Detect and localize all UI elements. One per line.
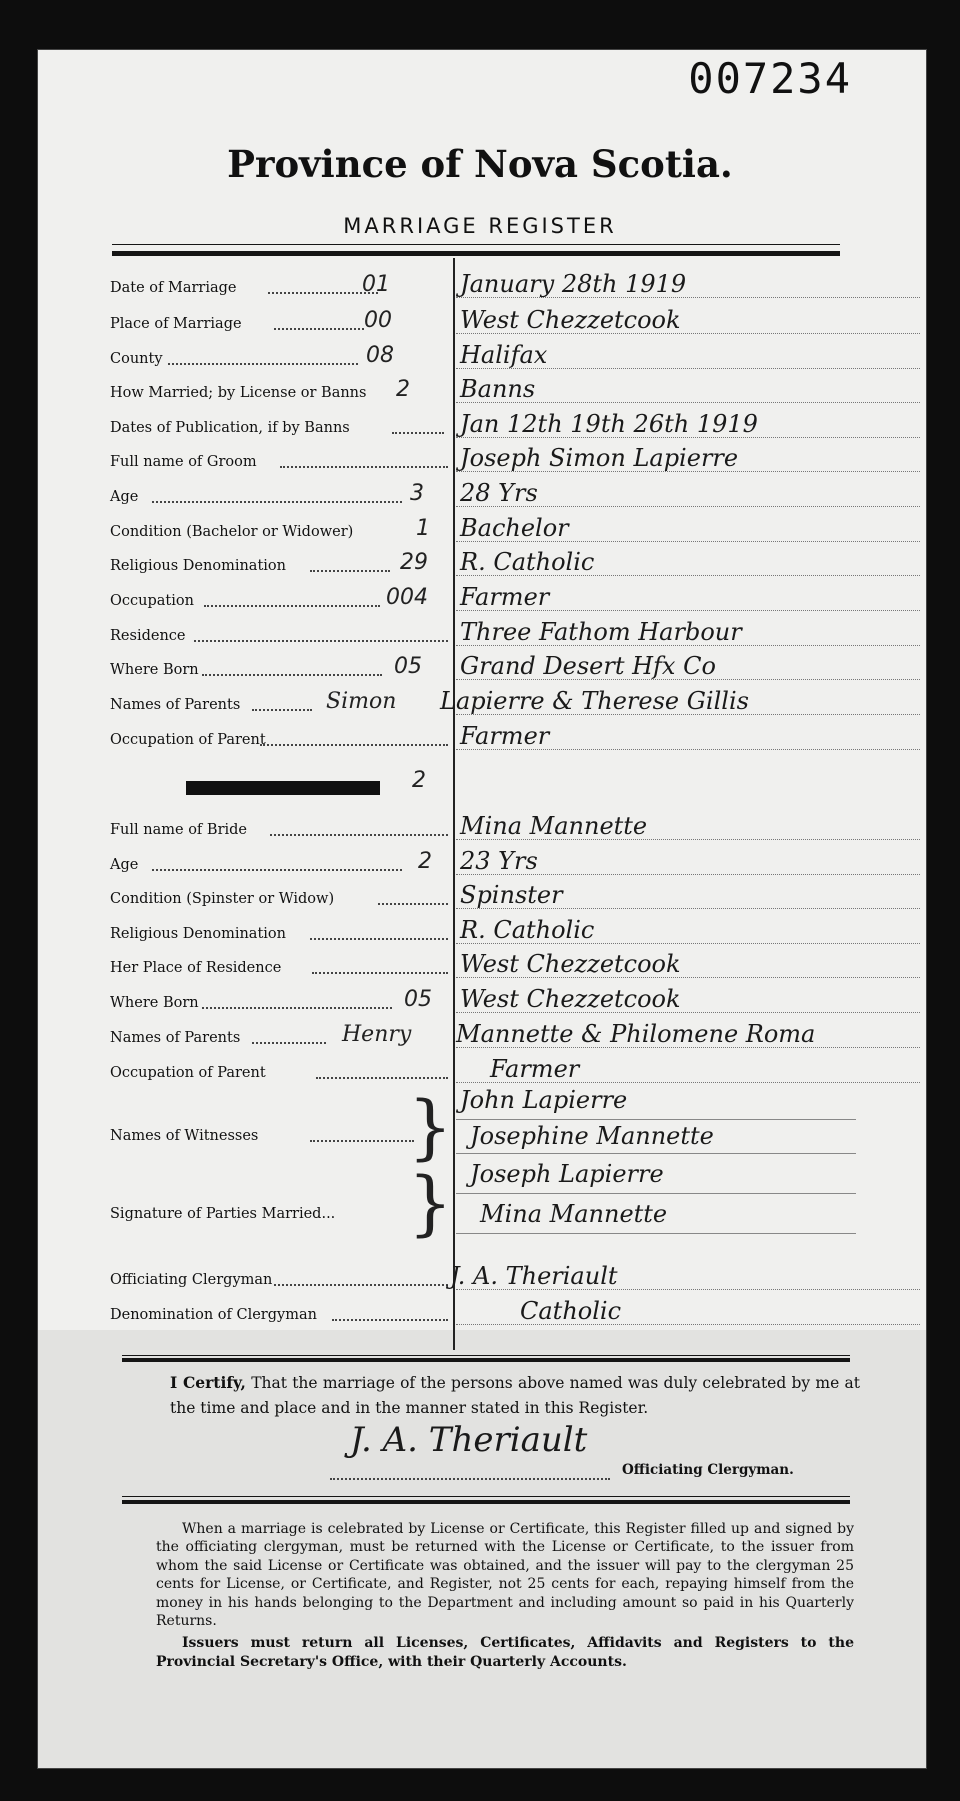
field-row <box>110 306 910 336</box>
field-value: West Chezzetcook <box>460 306 681 334</box>
field-code: 05 <box>394 654 422 679</box>
field-label: Her Place of Residence <box>110 960 282 976</box>
field-code: 29 <box>400 550 428 575</box>
field-label: Where Born <box>110 995 199 1011</box>
field-value: 23 Yrs <box>460 847 538 875</box>
field-label: Dates of Publication, if by Banns <box>110 420 350 436</box>
field-code: 1 <box>416 516 430 541</box>
field-row <box>110 881 910 911</box>
field-code: 01 <box>362 272 390 297</box>
field-value: Three Fathom Harbour <box>460 618 742 646</box>
signatures-brace: } <box>408 1162 453 1244</box>
cert-top-rule <box>122 1358 850 1362</box>
field-label: Condition (Spinster or Widow) <box>110 891 335 907</box>
field-value: Joseph Simon Lapierre <box>460 444 739 472</box>
field-value: Catholic <box>520 1297 622 1325</box>
field-row <box>110 1055 910 1085</box>
cert-top-thin-rule <box>122 1355 850 1356</box>
document-subtitle: MARRIAGE REGISTER <box>343 214 617 238</box>
field-value: Farmer <box>460 722 550 750</box>
certification-text <box>170 1370 860 1421</box>
bride-section-code: 2 <box>412 768 426 793</box>
field-code: 3 <box>410 481 424 506</box>
field-code: 05 <box>404 987 432 1012</box>
field-label: Age <box>110 489 139 505</box>
field-row <box>110 687 910 717</box>
field-value: Farmer <box>490 1055 580 1083</box>
field-label: Occupation <box>110 593 194 609</box>
register-number: 007234 <box>688 54 852 103</box>
field-value: West Chezzetcook <box>460 950 681 978</box>
field-value: West Chezzetcook <box>460 985 681 1013</box>
field-row <box>110 652 910 682</box>
field-row <box>110 1020 910 1050</box>
bride-signature: Mina Mannette <box>480 1200 668 1228</box>
field-label: Where Born <box>110 662 199 678</box>
officiating-clergyman-caption: Officiating Clergyman. <box>622 1462 794 1478</box>
witness-2-signature: Josephine Mannette <box>470 1122 714 1150</box>
field-row <box>110 722 910 752</box>
field-row <box>110 583 910 613</box>
field-row <box>110 479 910 509</box>
notice-paragraph-1: When a marriage is celebrated by License or Certificate, this Register filled up and signed by the officiating clergyman, must be returned with the License or Certificate, to the issuer from whom the said License or Certificate was obtained, and the issuer will pay to the clergyman 25 cents for License, or Certificate, and Register, not 25 cents for each, repaying himself from the money in his hands belonging to the Department and including amount so paid in his Quarterly Returns. <box>156 1521 854 1630</box>
notice-top-thin-rule <box>122 1496 850 1497</box>
field-row <box>110 1262 910 1292</box>
witnesses-label: Names of Witnesses <box>110 1128 259 1144</box>
field-row <box>110 444 910 474</box>
field-value: 28 Yrs <box>460 479 538 507</box>
field-value: Mannette & Philomene Roma <box>456 1020 816 1048</box>
field-code: 2 <box>418 849 432 874</box>
field-value: J. A. Theriault <box>450 1262 618 1290</box>
field-value: Banns <box>460 375 536 403</box>
field-value: January 28th 1919 <box>460 270 687 298</box>
field-label: Names of Parents <box>110 1030 241 1046</box>
field-value: R. Catholic <box>460 916 595 944</box>
field-label: Residence <box>110 628 186 644</box>
field-value: Spinster <box>460 881 563 909</box>
field-code: Henry <box>342 1022 412 1047</box>
field-value: Halifax <box>460 341 548 369</box>
field-value: Mina Mannette <box>460 812 648 840</box>
field-label: Full name of Groom <box>110 454 257 470</box>
field-row <box>110 812 910 842</box>
field-value: Farmer <box>460 583 550 611</box>
field-label: Place of Marriage <box>110 316 242 332</box>
field-row <box>110 950 910 980</box>
field-label: Occupation of Parent <box>110 732 266 748</box>
field-row <box>110 410 910 440</box>
field-code: Simon <box>326 689 397 714</box>
field-row <box>110 618 910 648</box>
signature-dotted-line <box>330 1478 610 1480</box>
field-row <box>110 375 910 405</box>
field-label: Occupation of Parent <box>110 1065 266 1081</box>
field-row <box>110 916 910 946</box>
field-label: Religious Denomination <box>110 926 286 942</box>
field-value: R. Catholic <box>460 548 595 576</box>
instructions-notice <box>156 1520 854 1671</box>
field-code: 00 <box>364 308 392 333</box>
field-row <box>110 341 910 371</box>
witnesses-brace: } <box>408 1086 453 1168</box>
certification-body: That the marriage of the persons above named was duly celebrated by me at the time and place and in the manner stated in this Register. <box>170 1374 860 1417</box>
field-label: Age <box>110 857 139 873</box>
certification-signature: J. A. Theriault <box>350 1420 588 1460</box>
field-row <box>110 847 910 877</box>
field-row <box>110 514 910 544</box>
witness-1-signature: John Lapierre <box>460 1086 628 1114</box>
field-row <box>110 985 910 1015</box>
field-label: Religious Denomination <box>110 558 286 574</box>
field-label: How Married; by License or Banns <box>110 385 367 401</box>
notice-top-rule <box>122 1500 850 1504</box>
notice-paragraph-2: Issuers must return all Licenses, Certificates, Affidavits and Registers to the Provincial Secretary's Office, with their Quarterly Accounts. <box>156 1635 854 1670</box>
field-row <box>110 548 910 578</box>
field-label: Date of Marriage <box>110 280 237 296</box>
signatures-label: Signature of Parties Married... <box>110 1206 336 1222</box>
field-value: Bachelor <box>460 514 569 542</box>
groom-signature: Joseph Lapierre <box>470 1160 664 1188</box>
field-row <box>110 1297 910 1327</box>
field-label: Denomination of Clergyman <box>110 1307 317 1323</box>
field-code: 2 <box>396 377 410 402</box>
field-label: Full name of Bride <box>110 822 247 838</box>
field-label: Names of Parents <box>110 697 241 713</box>
field-label: Officiating Clergyman <box>110 1272 273 1288</box>
bride-section-bar <box>186 781 380 795</box>
certification-lead: I Certify, <box>170 1373 246 1392</box>
header-thick-rule <box>112 251 840 256</box>
document-title: Province of Nova Scotia. <box>227 142 733 186</box>
field-row <box>110 270 910 300</box>
field-code: 08 <box>366 343 394 368</box>
field-label: Condition (Bachelor or Widower) <box>110 524 354 540</box>
field-value: Grand Desert Hfx Co <box>460 652 716 680</box>
header-thin-rule <box>112 244 840 245</box>
field-label: County <box>110 351 163 367</box>
field-code: 004 <box>386 585 428 610</box>
field-value: Lapierre & Therese Gillis <box>440 687 749 715</box>
field-value: Jan 12th 19th 26th 1919 <box>460 410 758 438</box>
